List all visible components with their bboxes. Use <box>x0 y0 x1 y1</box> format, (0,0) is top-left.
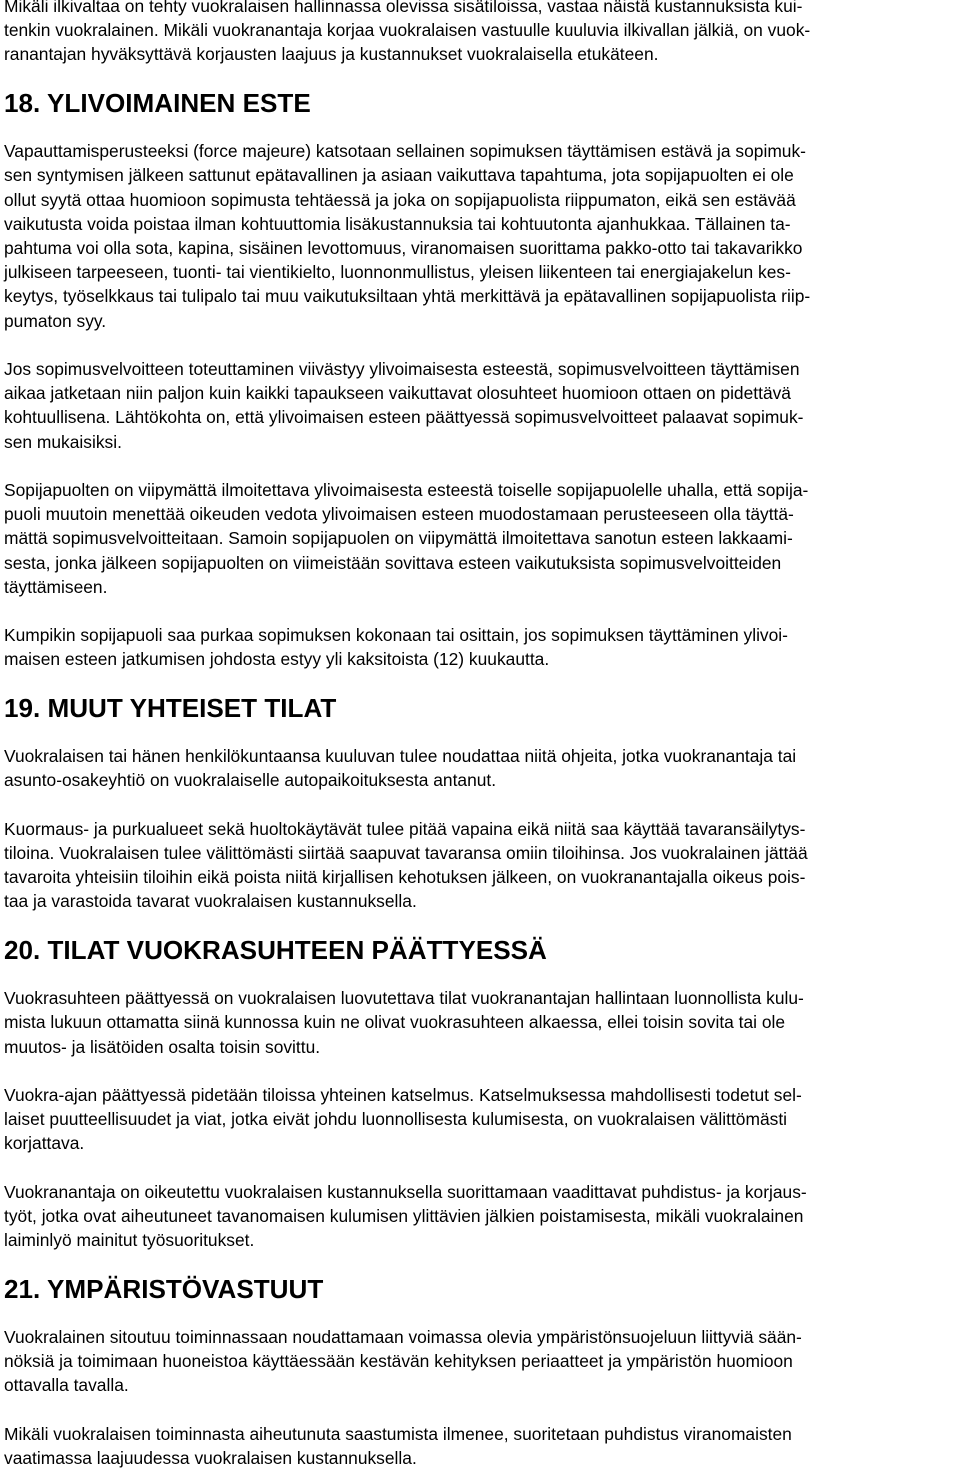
paragraph-force-majeure-definition: Vapauttamisperusteeksi (force majeure) katsotaan sellainen sopimuksen täyttämisen estävä ja sopimuk- sen syntymisen jälkeen sattunut epätavallinen ja asiaan vaikuttava tapahtuma, jota sopijapuolten ei ole ollut syytä ottaa huomioon sopimusta tehtäessä ja joka on sopijapuolista riippumaton, eikä sen estävää vaikutusta voida poistaa ilman kohtuuttomia lisäkustannuksia tai kohtuutonta ajanhukkaa. Tällainen ta- pahtuma voi olla sota, kapina, sisäinen levottomuus, viranomaisen suorittama pakko-otto tai takavarikko julkiseen tarpeeseen, tuonti- tai vientikielto, luonnonmullistus, yleisen liikenteen tai energiajakelun kes- keytys, työselkkaus tai tulipalo tai muu vaikutuksiltaan yhtä merkittävä ja epätavallinen sopijapuolista riip- pumaton syy. <box>4 141 811 331</box>
heading-force-majeure: 18. YLIVOIMAINEN ESTE <box>4 87 311 118</box>
paragraph-force-majeure-delay: Jos sopimusvelvoitteen toteuttaminen viivästyy ylivoimaisesta esteestä, sopimusvelvoitteen täyttämisen aikaa jatketaan niin paljon kuin kaikki tapaukseen vaikuttavat olosuhteet huomioon ottaen on pidettävä kohtuullisena. Lähtökohta on, että ylivoimaisen esteen päättyessä sopimusvelvoitteet palaavat sopimuk- sen mukaisiksi. <box>4 359 804 452</box>
document-page <box>4 0 956 1470</box>
paragraph-vandalism: Mikäli ilkivaltaa on tehty vuokralaisen hallinnassa olevissa sisätiloissa, vastaa näistä kustannuksista kui- tenkin vuokralainen. Mikäli vuokranantaja korjaa vuokralaisen vastuulle kuuluvia ilkivallan jälkiä, on vuok- ranantajan hyväksyttävä korjausten laajuus ja kustannukset vuokralaisella etukäteen. <box>4 0 811 65</box>
paragraph-force-majeure-notice: Sopijapuolten on viipymättä ilmoitettava ylivoimaisesta esteestä toiselle sopijapuolelle uhalla, että sopija- puoli muutoin menettää oikeuden vedota ylivoimaisen esteen muodostamaan perusteeseen olla täyttä- mättä sopimusvelvoitteitaan. Samoin sopijapuolen on viipymättä ilmoitettava sanotun esteen lakkaami- sesta, jonka jälkeen sopijapuolten on viimeistään sovittava esteen vaikutuksista sopimusvelvoitteiden täyttämiseen. <box>4 480 809 597</box>
paragraph-handover: Vuokrasuhteen päättyessä on vuokralaisen luovutettava tilat vuokranantajan hallintaan luonnollista kulu- mista lukuun ottamatta siinä kunnossa kuin ne olivat vuokrasuhteen alkaessa, ellei toisin sovita tai ole muutos- ja lisätöiden osalta toisin sovittu. <box>4 988 804 1057</box>
heading-environmental: 21. YMPÄRISTÖVASTUUT <box>4 1273 324 1304</box>
heading-common-areas: 19. MUUT YHTEISET TILAT <box>4 692 337 723</box>
paragraph-environmental-compliance: Vuokralainen sitoutuu toiminnassaan noudattamaan voimassa olevia ympäristönsuojeluun liittyviä sään- nöksiä ja toimimaan huoneistoa käyttäessään kestävän kehityksen periaatteet ja ympäristön huomioon ottavalla tavalla. <box>4 1326 802 1396</box>
paragraph-loading-areas: Kuormaus- ja purkualueet sekä huoltokäytävät tulee pitää vapaina eikä niitä saa käyttää tavaransäilytys- tiloina. Vuokralaisen tulee välittömästi siirtää saapuvat tavaransa omiin tiloihinsa. Jos vuokralainen jättää tavaroita yhteisiin tiloihin eikä poista niitä kirjallisen kehotuksen jälkeen, on vuokranantajalla oikeus pois- taa ja varastoida tavarat vuokralaisen kustannuksella. <box>4 818 808 912</box>
heading-end-of-lease: 20. TILAT VUOKRASUHTEEN PÄÄTTYESSÄ <box>4 934 547 965</box>
paragraph-force-majeure-termination: Kumpikin sopijapuoli saa purkaa sopimuksen kokonaan tai osittain, jos sopimuksen täyttäminen ylivoi- maisen esteen jatkumisen johdosta estyy yli kaksitoista (12) kuukautta. <box>4 625 788 670</box>
paragraph-contamination: Mikäli vuokralaisen toiminnasta aiheutunuta saastumista ilmenee, suoritetaan puhdistus viranomaisten vaatimassa laajuudessa vuokralaisen kustannuksella. <box>4 1423 792 1468</box>
paragraph-parking-instructions: Vuokralaisen tai hänen henkilökuntaansa kuuluvan tulee noudattaa niitä ohjeita, jotka vuokranantaja tai asunto-osakeyhtiö on vuokralaiselle autopaikoituksesta antanut. <box>4 746 797 791</box>
paragraph-inspection: Vuokra-ajan päättyessä pidetään tiloissa yhteinen katselmus. Katselmuksessa mahdollisesti todetut sel- laiset puutteellisuudet ja viat, jotka eivät johdu luonnollisesta kulumisesta, on vuokralaisen välittömästi korjattava. <box>4 1084 802 1154</box>
paragraph-cleaning-repairs: Vuokranantaja on oikeutettu vuokralaisen kustannuksella suorittamaan vaadittavat puhdistus- ja korjaus- työt, jotka ovat aiheutuneet tavanomaisen kulumisen ylittävien jälkien poistamisesta, mikäli vuokralainen laiminlyö mainitut työsuoritukset. <box>4 1181 807 1251</box>
